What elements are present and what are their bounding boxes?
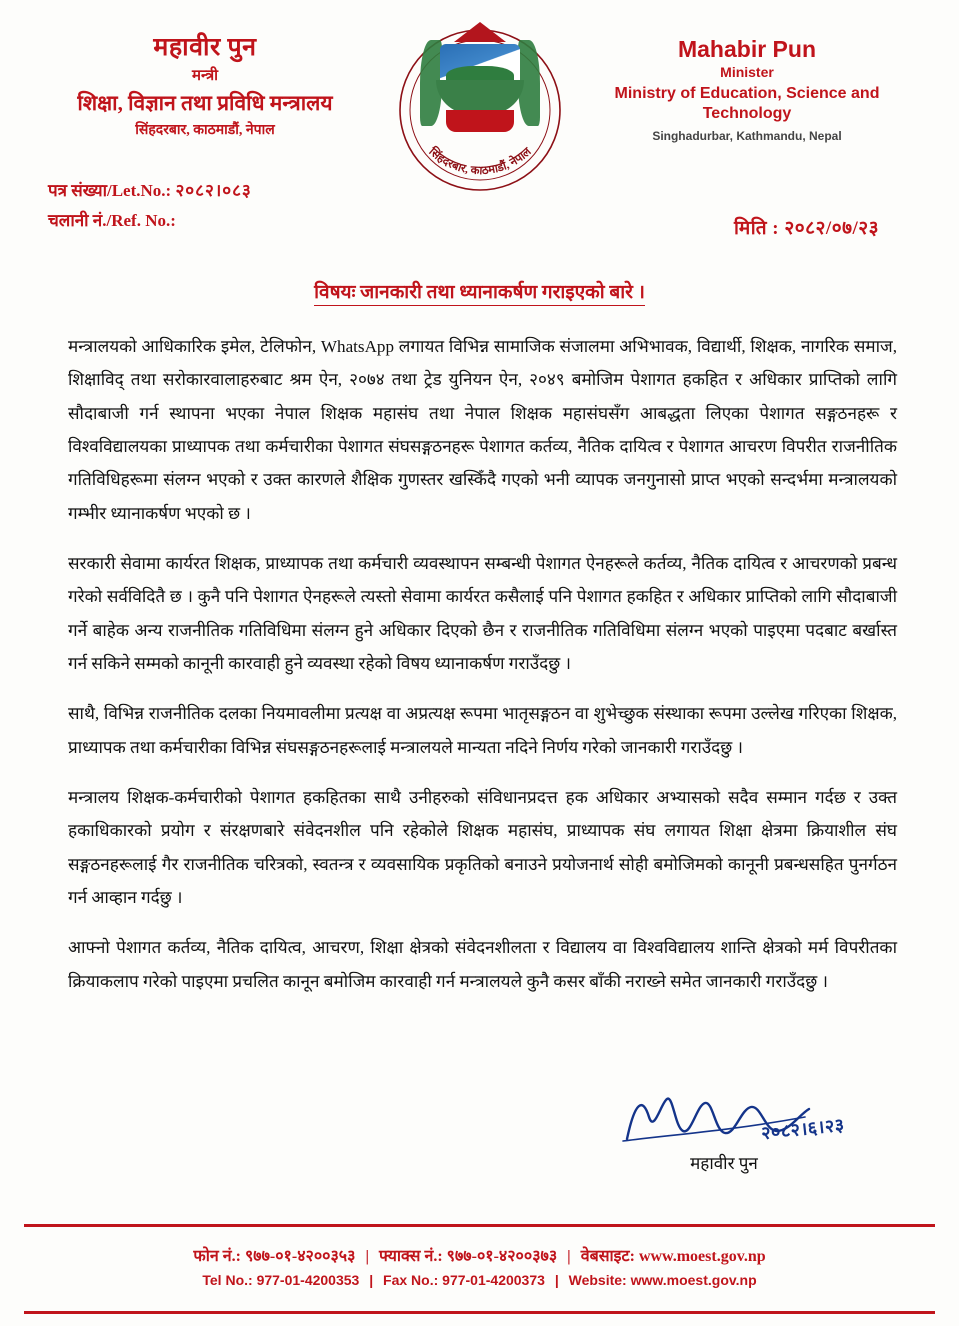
footer-fax-value-np: ९७७-०१-४२००३७३	[446, 1248, 558, 1265]
nepal-government-emblem	[385, 18, 575, 193]
signature-block	[609, 1087, 846, 1174]
letter-number-value: २०८२।०८३	[175, 181, 252, 200]
emblem-core-icon	[426, 22, 534, 140]
signature-date-stamp: २०८२।६।२३	[760, 1114, 846, 1144]
minister-name-np: महावीर पुन	[153, 34, 257, 61]
letterhead-english-block	[577, 36, 917, 143]
letter-date-value: २०८२/०७/२३	[784, 218, 879, 239]
ministry-name-en: Ministry of Education, Science and Technology	[614, 85, 880, 123]
footer-separator: |	[369, 1272, 374, 1288]
letterhead-nepali-block	[40, 34, 370, 139]
footer-website-value-en[interactable]: www.moest.gov.np	[630, 1272, 757, 1288]
emblem-flag-icon	[454, 22, 506, 42]
letter-number-label: पत्र संख्या/Let.No.:	[48, 181, 172, 200]
footer-website-label-en: Website:	[568, 1272, 627, 1288]
footer-website-label-np: वेबसाइट:	[580, 1248, 635, 1265]
body-paragraph: मन्त्रालयको आधिकारिक इमेल, टेलिफोन, WhatsApp लगायत विभिन्न सामाजिक संजालमा अभिभावक, विद्यार्थी, शिक्षक, नागरिक समाज, शिक्षाविद् तथा सरोकारवालाहरुबाट श्रम ऐन, २०७४ तथा ट्रेड युनियन ऐन, २०४९ बमोजिम पेशागत हकहित र अधिकार प्राप्तिको लागि सौदाबाजी गर्न स्थापना भएका नेपाल शिक्षक महासंघ तथा नेपाल शिक्षक महासंघसँग आबद्धता लिएका पेशागत सङ्गठनहरू र विश्वविद्यालयका प्राध्यापक तथा कर्मचारीका पेशागत संघसङ्गठनहरू पेशागत कर्तव्य, नैतिक दायित्व र पेशागत आचरण विपरीत राजनीतिक गतिविधिहरूमा संलग्न भएको र उक्त कारणले शैक्षिक गुणस्तर खस्किँदै गएको भनी व्यापक जनगुनासो प्राप्त भएको सन्दर्भमा मन्त्रालयको गम्भीर ध्यानाकर्षण भएको छ ।	[68, 337, 897, 523]
footer-website-value-np[interactable]: www.moest.gov.np	[638, 1248, 766, 1265]
footer-bottom-rule	[24, 1311, 935, 1314]
ref-number-label: चलानी नं./Ref. No.:	[48, 210, 176, 230]
footer-fax-value-en: 977-01-4200373	[442, 1272, 545, 1288]
letter-number-line	[48, 176, 252, 206]
letter-footer	[0, 1218, 959, 1326]
letterhead	[0, 0, 959, 178]
body-paragraph: मन्त्रालय शिक्षक-कर्मचारीको पेशागत हकहितका साथै उनीहरुको संविधानप्रदत्त हक अधिकार अभ्यासको सदैव सम्मान गर्दछ र उक्त हकाधिकारको प्रयोग र संरक्षणबारे संवेदनशील पनि रहेकोले शिक्षक महासंघ, प्राध्यापक संघ लगायत शिक्षा क्षेत्रमा क्रियाशील संघ सङ्गठनहरूलाई गैर राजनीतिक चरित्रको, स्वतन्त्र र व्यवसायिक प्रकृतिको बनाउने प्रयोजनार्थ सोही बमोजिमको कानूनी प्रबन्धसहित पुनर्गठन गर्न आव्हान गर्दछु ।	[68, 787, 897, 907]
letter-subject-text: विषयः जानकारी तथा ध्यानाकर्षण गराइएको बारे ।	[314, 282, 645, 306]
body-paragraph: सरकारी सेवामा कार्यरत शिक्षक, प्राध्यापक तथा कर्मचारी व्यवस्थापन सम्बन्धी पेशागत ऐनहरूले कर्तव्य, नैतिक दायित्व र आचरणको प्रबन्ध गरेको सर्वविदितै छ । कुनै पनि पेशागत ऐनहरूले त्यस्तो सेवामा कार्यरत कसैलाई पनि पेशागत हकहित र अधिकार प्राप्तिको लागि सौदाबाजी गर्ने बाहेक अन्य राजनीतिक गतिविधिमा संलग्न हुने अधिकार दिएको छैन र राजनीतिक गतिविधिमा संलग्न भएको पाइएमा पदबाट बर्खास्त गर्न सकिने सम्मको कानूनी कारवाही हुने व्यवस्था रहेको विषय ध्यानाकर्षण गराउँदछु ।	[68, 553, 897, 673]
footer-contact-np	[0, 1244, 959, 1266]
footer-separator: |	[567, 1248, 571, 1265]
ref-number-line	[48, 206, 252, 236]
ministry-address-np: सिंहदरबार, काठमाडौं, नेपाल	[135, 122, 275, 138]
footer-top-rule	[24, 1224, 935, 1227]
footer-separator: |	[554, 1272, 559, 1288]
footer-phone-label-en: Tel No.:	[202, 1272, 253, 1288]
signatory-name: महावीर पुन	[690, 1154, 758, 1173]
emblem-hands-icon	[436, 80, 524, 114]
letter-body	[68, 330, 897, 1015]
footer-contact-en	[0, 1272, 959, 1288]
handwritten-signature	[609, 1087, 846, 1147]
body-paragraph: साथै, विभिन्न राजनीतिक दलका नियमावलीमा प्रत्यक्ष वा अप्रत्यक्ष रूपमा भातृसङ्गठन वा शुभेच्छुक संस्थाका रूपमा उल्लेख गरिएका शिक्षक, प्राध्यापक तथा कर्मचारीका विभिन्न संघसङ्गठनहरूलाई मन्त्रालयले मान्यता नदिने निर्णय गरेको जानकारी गराउँदछु ।	[68, 704, 897, 757]
footer-separator: |	[365, 1248, 369, 1265]
minister-name-en: Mahabir Pun	[677, 36, 816, 62]
footer-phone-value-np: ९७७-०१-४२००३५३	[244, 1248, 356, 1265]
minister-post-en: Minister	[720, 64, 774, 81]
letter-subject	[0, 278, 959, 304]
emblem-base-icon	[446, 110, 514, 132]
emblem-ring-bottom-text: सिंहदरबार, काठमाडौं, नेपाल	[425, 145, 534, 178]
footer-fax-label-en: Fax No.:	[383, 1272, 439, 1288]
body-paragraph: आफ्नो पेशागत कर्तव्य, नैतिक दायित्व, आचरण, शिक्षा क्षेत्रको संवेदनशीलता र विद्यालय वा विश्वविद्यालय शान्ति क्षेत्रको मर्म विपरीतका क्रियाकलाप गरेको पाइएमा प्रचलित कानून बमोजिम कारवाही गर्न मन्त्रालयले कुनै कसर बाँकी नराख्ने समेत जानकारी गराउँदछु ।	[68, 938, 897, 991]
letter-date	[734, 214, 879, 240]
footer-fax-label-np: फ्याक्स नं.:	[378, 1248, 443, 1265]
letter-date-label: मिति :	[734, 218, 780, 239]
ministry-name-np: शिक्षा, विज्ञान तथा प्रविधि मन्त्रालय	[77, 90, 333, 115]
minister-post-np: मन्त्री	[191, 67, 218, 84]
footer-phone-value-en: 977-01-4200353	[256, 1272, 360, 1288]
footer-phone-label-np: फोन नं.:	[193, 1248, 241, 1265]
reference-block	[48, 176, 252, 236]
ministry-address-en: Singhadurbar, Kathmandu, Nepal	[652, 129, 842, 144]
